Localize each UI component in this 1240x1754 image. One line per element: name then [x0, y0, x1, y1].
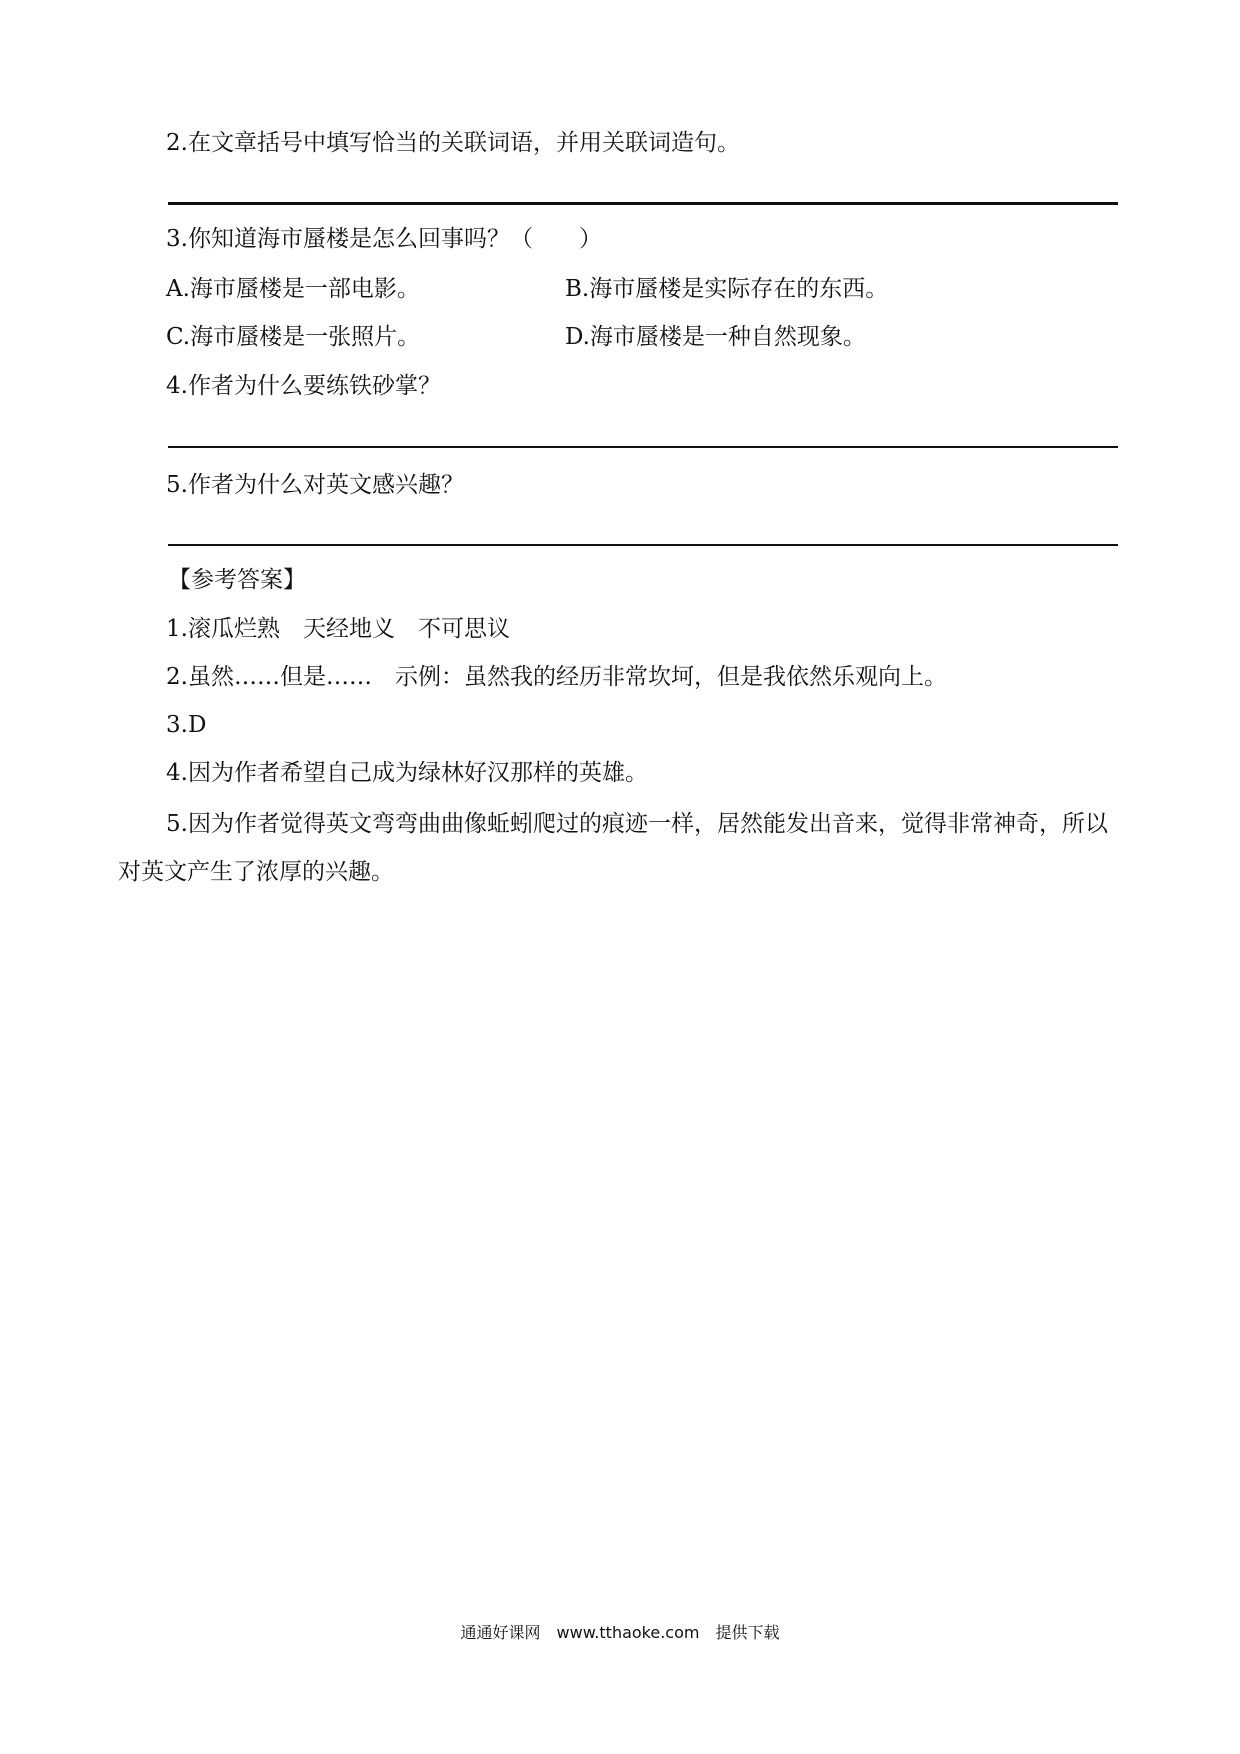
answer-3: 3.D — [166, 712, 207, 738]
option-b: B.海市蜃楼是实际存在的东西。 — [565, 276, 889, 302]
answer-1: 1.滚瓜烂熟 天经地义 不可思议 — [166, 616, 510, 642]
answer-4: 4.因为作者希望自己成为绿林好汉那样的英雄。 — [166, 760, 648, 786]
option-d: D.海市蜃楼是一种自然现象。 — [565, 324, 866, 350]
question-5: 5.作者为什么对英文感兴趣？ — [166, 472, 464, 498]
answer-line-q2 — [168, 202, 1118, 205]
answer-line-q5 — [168, 544, 1118, 546]
question-3: 3.你知道海市蜃楼是怎么回事吗？（ ） — [166, 226, 602, 252]
answer-5: 5.因为作者觉得英文弯弯曲曲像蚯蚓爬过的痕迹一样，居然能发出音来，觉得非常神奇，所以对英文产生了浓厚的兴趣。 — [118, 811, 1108, 885]
answer-line-q4 — [168, 446, 1118, 448]
answers-heading: 【参考答案】 — [168, 567, 306, 593]
answer-2: 2.虽然……但是…… 示例：虽然我的经历非常坎坷，但是我依然乐观向上。 — [166, 664, 947, 690]
option-a: A.海市蜃楼是一部电影。 — [166, 276, 420, 302]
question-4: 4.作者为什么要练铁砂掌？ — [166, 373, 441, 399]
footer-text: 通通好课网 www.tthaoke.com 提供下载 — [460, 1623, 780, 1642]
option-c: C.海市蜃楼是一张照片。 — [166, 324, 421, 350]
question-2: 2.在文章括号中填写恰当的关联词语，并用关联词造句。 — [166, 130, 740, 156]
